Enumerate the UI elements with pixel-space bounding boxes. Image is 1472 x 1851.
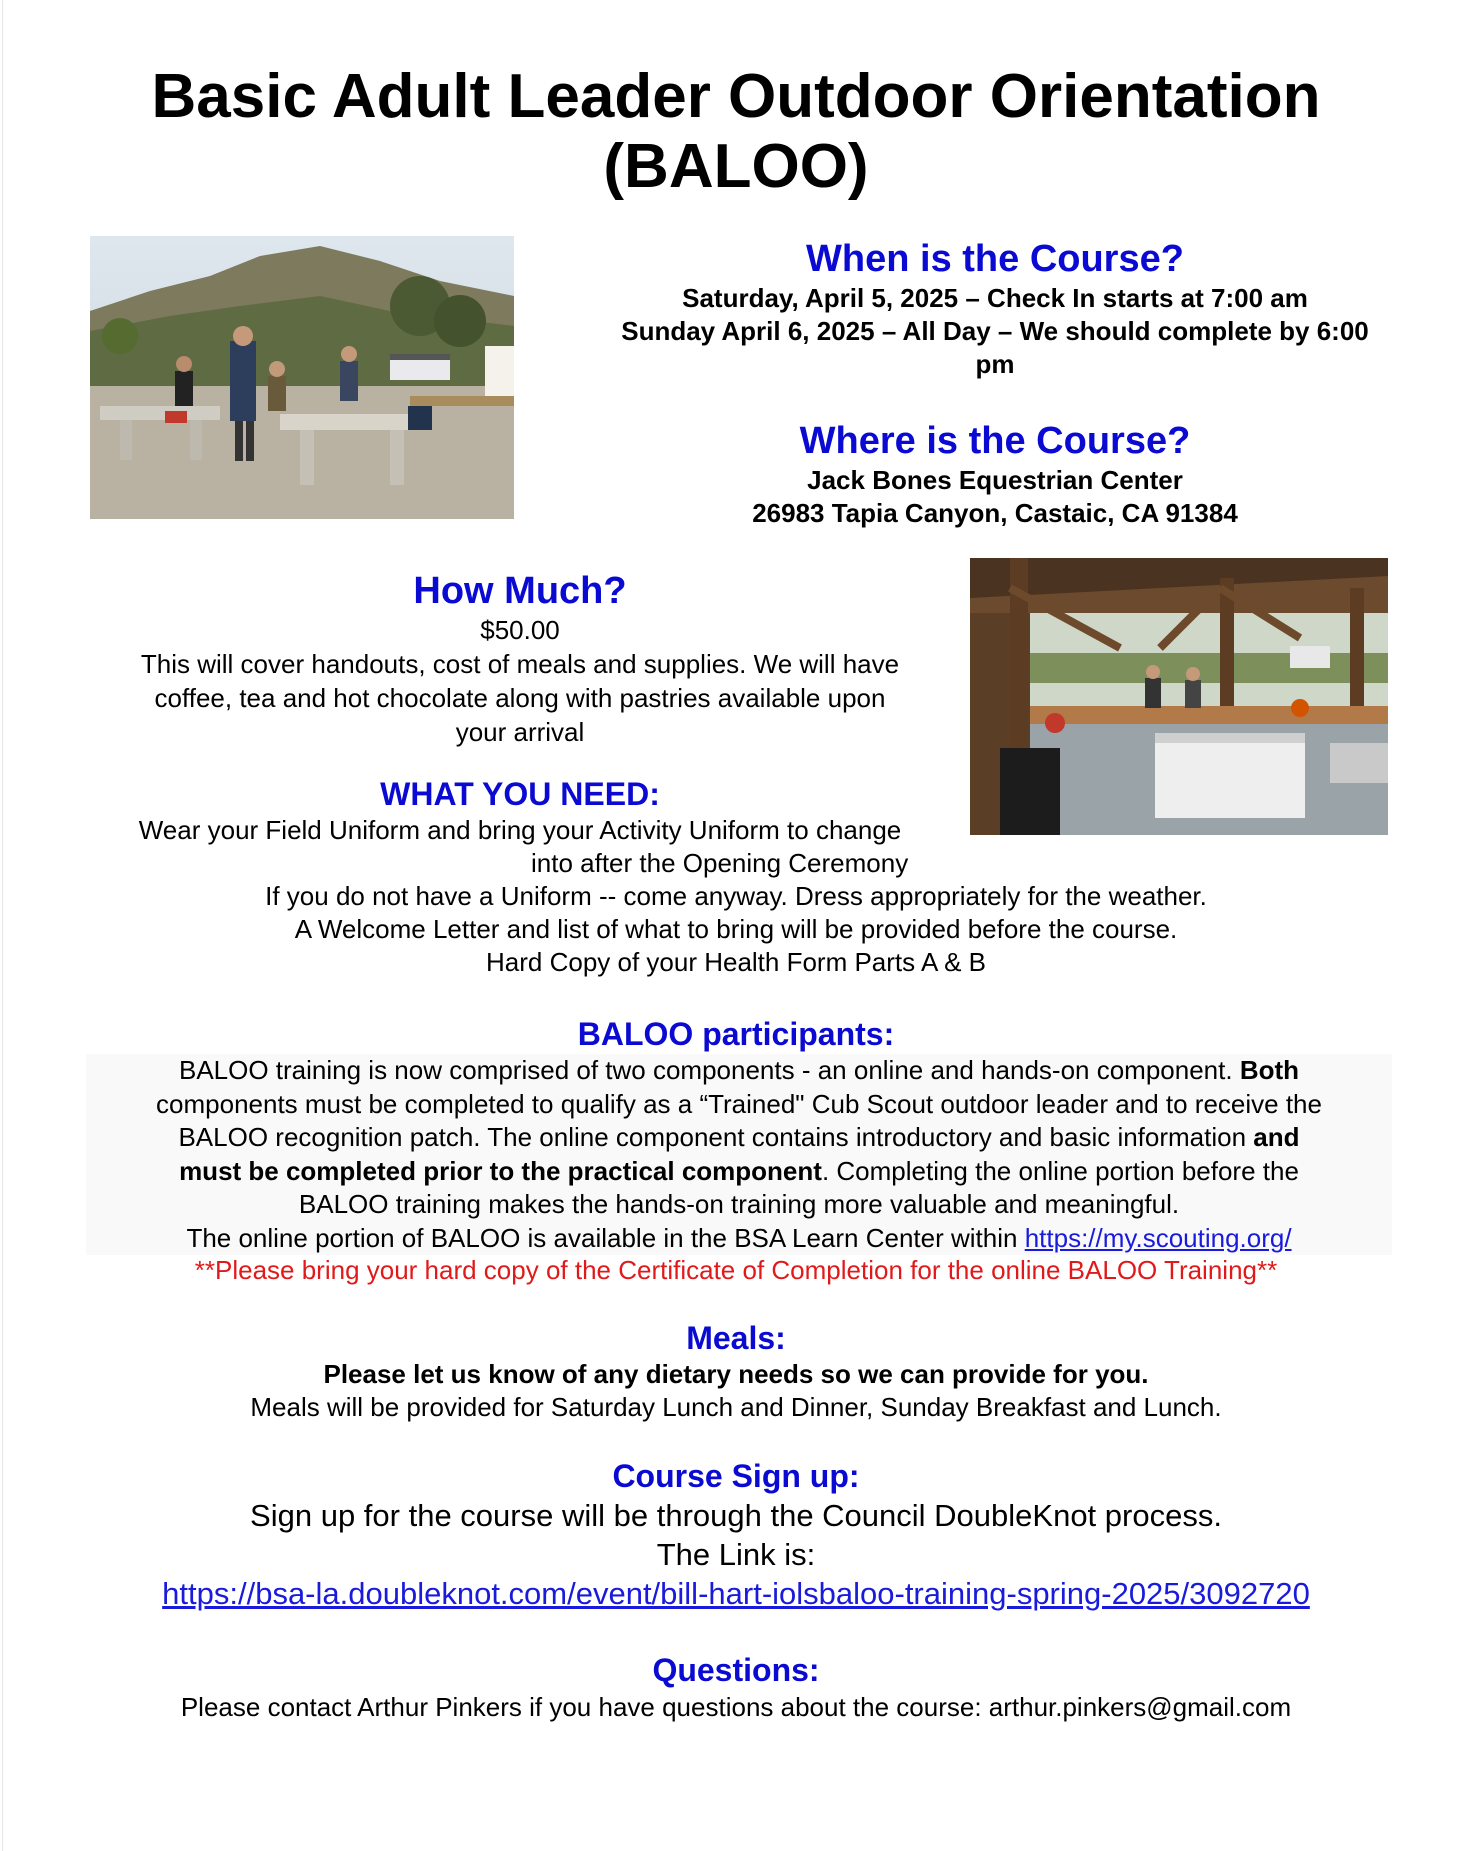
scouting-link[interactable]: https://my.scouting.org/: [1024, 1222, 1292, 1253]
participants-line-4-bold: must be completed prior to the practical component: [179, 1155, 822, 1186]
participants-line-1-text: BALOO training is now comprised of two components - an online and hands-on component.: [178, 1055, 1240, 1085]
participants-line-3-text: BALOO recognition patch. The online component contains introductory and basic information: [178, 1122, 1254, 1152]
when-line-1: Saturday, April 5, 2025 – Check In starts at 7:00 am: [682, 283, 1308, 313]
where-line-2: 26983 Tapia Canyon, Castaic, CA 91384: [752, 498, 1238, 528]
signup-heading: Course Sign up:: [612, 1458, 860, 1494]
when-line-2: Sunday April 6, 2025 – All Day – We should complete by 6:00: [621, 316, 1369, 346]
camp-photo-picnic: [90, 236, 514, 519]
participants-line-3-bold: and: [1253, 1122, 1300, 1152]
how-much-line-1: This will cover handouts, cost of meals and supplies. We will have: [140, 649, 900, 679]
when-section: [530, 236, 1460, 381]
how-much-line-3: your arrival: [455, 717, 585, 747]
participants-line-1: [86, 1054, 1392, 1088]
page-title: [0, 62, 1472, 202]
participants-heading: BALOO participants:: [577, 1016, 895, 1052]
signup-line-1: Sign up for the course will be through the Council DoubleKnot process.: [250, 1498, 1222, 1533]
certificate-note: **Please bring your hard copy of the Certificate of Completion for the online BALOO Training**: [194, 1255, 1278, 1285]
need-line-5: Hard Copy of your Health Form Parts A & B: [486, 947, 986, 977]
participants-line-3: [86, 1121, 1392, 1155]
participants-line-4: [86, 1155, 1392, 1189]
need-line-3: If you do not have a Uniform -- come anyway. Dress appropriately for the weather.: [265, 881, 1207, 911]
how-much-heading: How Much?: [413, 570, 627, 612]
participants-body: [86, 1054, 1392, 1255]
when-line-3: pm: [975, 349, 1015, 379]
participants-line-4-text: . Completing the online portion before the: [821, 1155, 1299, 1186]
where-line-1: Jack Bones Equestrian Center: [807, 465, 1183, 495]
when-heading: When is the Course?: [806, 238, 1184, 280]
participants-line-6: [86, 1222, 1392, 1256]
questions-section: [0, 1650, 1472, 1724]
camp-photo-picnic-graphic: [90, 236, 514, 519]
title-line-1: Basic Adult Leader Outdoor Orientation: [151, 62, 1321, 131]
doubleknot-link[interactable]: https://bsa-la.doubleknot.com/event/bill-hart-iolsbaloo-training-spring-2025/3092720: [162, 1576, 1310, 1611]
participants-line-1-bold: Both: [1239, 1055, 1300, 1085]
meals-bold-line: Please let us know of any dietary needs so we can provide for you.: [323, 1359, 1149, 1389]
meals-line: Meals will be provided for Saturday Lunch and Dinner, Sunday Breakfast and Lunch.: [250, 1392, 1222, 1422]
participants-line-5: BALOO training makes the hands-on training more valuable and meaningful.: [298, 1189, 1180, 1219]
where-section: [530, 418, 1460, 530]
participants-line-2: components must be completed to qualify as a “Trained" Cub Scout outdoor leader and to receive the: [156, 1088, 1322, 1119]
participants-line-6-text: The online portion of BALOO is available in the BSA Learn Center within: [186, 1222, 1025, 1253]
meals-section: [0, 1318, 1472, 1424]
meals-heading: Meals:: [686, 1320, 786, 1356]
questions-line: Please contact Arthur Pinkers if you have questions about the course: arthur.pinkers@gmail.com: [180, 1692, 1292, 1722]
need-section: [80, 774, 1392, 979]
need-line-4: A Welcome Letter and list of what to bring will be provided before the course.: [294, 914, 1178, 944]
need-line-1: Wear your Field Uniform and bring your Activity Uniform to change: [138, 815, 902, 845]
how-much-line-2: coffee, tea and hot chocolate along with pastries available upon: [154, 683, 886, 713]
signup-line-2: The Link is:: [656, 1537, 816, 1572]
price: $50.00: [480, 615, 560, 645]
need-line-2: into after the Opening Ceremony: [531, 848, 909, 878]
signup-section: [0, 1456, 1472, 1614]
questions-heading: Questions:: [652, 1652, 820, 1688]
title-line: [0, 62, 1472, 202]
signup-link-line: [0, 1574, 1472, 1614]
where-heading: Where is the Course?: [799, 420, 1191, 462]
how-much-section: [80, 568, 960, 749]
need-heading: WHAT YOU NEED:: [380, 776, 660, 812]
title-line-2: (BALOO): [603, 132, 869, 201]
